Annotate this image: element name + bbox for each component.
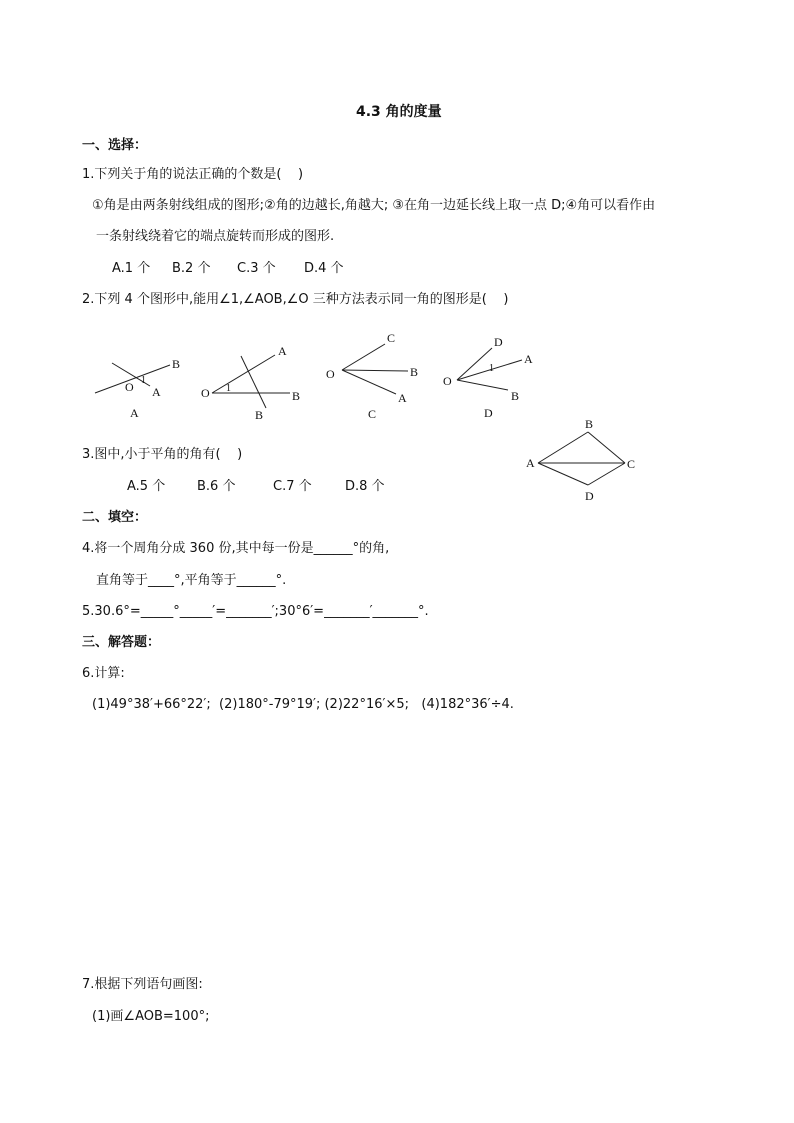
question-3-option-c: C.7 个 [273,479,312,494]
figure-c-label-o: O [326,367,335,381]
figure-a [95,357,180,420]
question-3-stem: 3.图中,小于平角的角有( ) [82,447,243,462]
question-1-option-b: B.2 个 [172,261,211,276]
figure-d-label-o: O [443,374,452,388]
figure-b [201,344,300,420]
figure-d-caption: D [484,406,493,420]
question-2-figures [0,320,794,420]
q3-figure-label-d: D [585,489,594,503]
figure-a-label-b: B [172,357,181,371]
question-2-stem: 2.下列 4 个图形中,能用∠1,∠AOB,∠O 三种方法表示同一角的图形是( ) [82,292,509,307]
figure-b-label-1: 1 [226,383,231,394]
figure-d-label-b: B [511,389,520,403]
question-7-item-1: (1)画∠AOB=100°; [92,1009,210,1024]
question-4-line-1: 4.将一个周角分成 360 份,其中每一份是______°的角, [82,541,390,556]
figure-a-caption: A [130,406,139,420]
figure-d-label-d: D [494,335,503,349]
figure-a-label-1: 1 [141,375,146,386]
question-1-option-d: D.4 个 [304,261,344,276]
question-3-option-b: B.6 个 [197,479,236,494]
figure-b-label-b-bottom: B [255,408,264,420]
question-1-stem: 1.下列关于角的说法正确的个数是( ) [82,167,304,182]
question-1-line-1: ①角是由两条射线组成的图形;②角的边越长,角越大; ③在角一边延长线上取一点 D;④角可以看作由 [92,198,656,213]
figure-a-label-o: O [125,380,134,394]
question-3-option-d: D.8 个 [345,479,385,494]
section-heading-choice: 一、选择： [82,138,148,153]
q3-figure-label-a: A [526,456,535,470]
page-title: 4.3 角的度量 [356,104,442,120]
figure-c-label-c: C [387,331,396,345]
question-3-option-a: A.5 个 [127,479,166,494]
figure-b-label-a: A [278,344,287,358]
figure-a-label-a: A [152,385,161,399]
figure-d-label-a: A [524,352,533,366]
question-3-quadrilateral-figure [515,415,645,510]
q3-figure-label-c: C [627,457,636,471]
figure-c-caption: C [368,407,377,420]
question-1-option-c: C.3 个 [237,261,276,276]
question-1-option-a: A.1 个 [112,261,151,276]
question-7-stem: 7.根据下列语句画图: [82,977,203,992]
figure-c-label-a: A [398,391,407,405]
figure-b-label-b-right: B [292,389,301,403]
question-4-line-2: 直角等于____°,平角等于______°. [96,573,287,588]
section-heading-solve: 三、解答题： [82,635,161,650]
question-6-stem: 6.计算: [82,666,125,681]
question-6-items: (1)49°38′+66°22′; (2)180°-79°19′; (2)22°16′×5; (4)182°36′÷4. [92,697,514,712]
question-1-line-2: 一条射线绕着它的端点旋转而形成的图形. [96,229,335,244]
figure-d-label-1: 1 [489,363,494,374]
figure-d [443,335,533,420]
figure-b-label-o: O [201,386,210,400]
figure-c-label-b: B [410,365,419,379]
section-heading-fill: 二、填空： [82,510,148,525]
question-5-line: 5.30.6°=_____°_____′=_______′;30°6′=_______′_______°. [82,604,429,619]
figure-c [326,331,418,420]
q3-figure-label-b: B [585,417,594,431]
